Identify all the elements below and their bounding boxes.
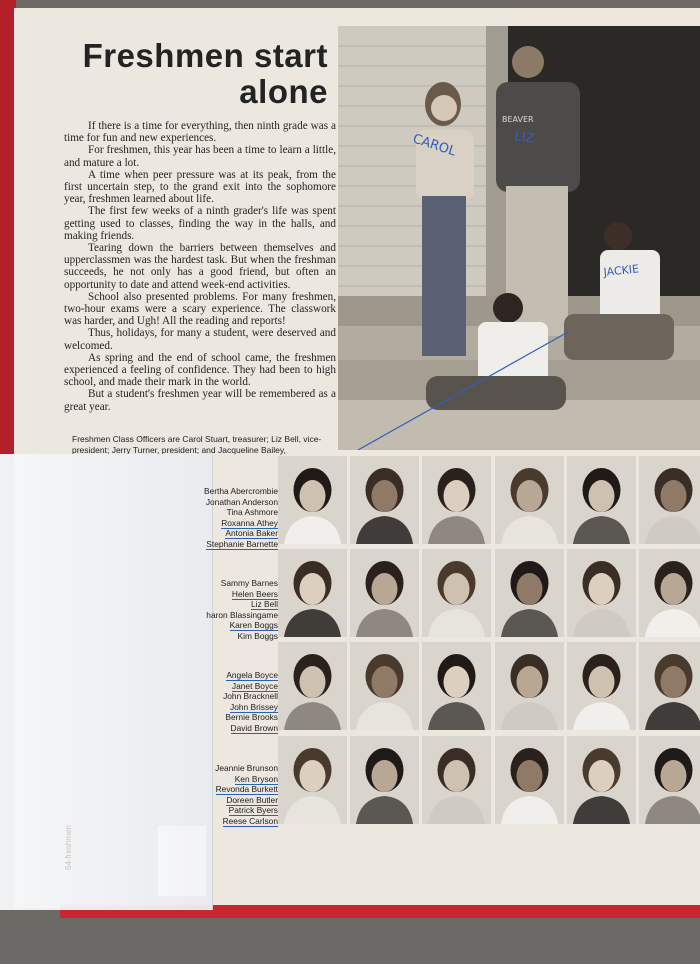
page-title bbox=[0, 38, 328, 110]
student-portrait bbox=[422, 549, 491, 637]
handwritten-carol: CAROL bbox=[410, 131, 458, 160]
student-name: Bertha Abercrombie bbox=[203, 486, 278, 496]
student-name: Jeannie Brunson bbox=[215, 763, 278, 773]
sweatshirt-text: BEAVER bbox=[502, 115, 534, 124]
student-portrait bbox=[350, 549, 419, 637]
student-portrait bbox=[567, 642, 636, 730]
student-portrait-photo bbox=[639, 642, 700, 730]
student-portrait bbox=[422, 642, 491, 730]
student-name-text: Angela Boyce bbox=[226, 670, 278, 680]
student-name: haron Blassingame bbox=[206, 609, 278, 620]
student-name-text: Reese Carlson bbox=[222, 815, 278, 826]
handwritten-liz: LIZ bbox=[513, 129, 536, 147]
student-portrait-photo bbox=[567, 456, 636, 544]
student-name: John Bracknell bbox=[223, 691, 278, 702]
student-portrait bbox=[422, 456, 491, 544]
student-name-text: David Brown bbox=[230, 722, 278, 733]
handwritten-jackie: JACKIE bbox=[602, 262, 640, 279]
student-portrait bbox=[495, 456, 564, 544]
student-name-text: Janet Boyce bbox=[231, 680, 278, 691]
scan-background bbox=[0, 918, 700, 964]
student-name bbox=[206, 599, 278, 610]
student-portrait bbox=[639, 549, 700, 637]
student-portrait bbox=[495, 736, 564, 824]
student-portrait-photo bbox=[350, 549, 419, 637]
article-paragraph: As spring and the end of school came, the freshmen experienced a feeling of confidence. They had been to high school, and made their mark in the world. bbox=[64, 351, 336, 389]
page-folio: 64-freshmen bbox=[64, 825, 73, 870]
article-paragraph: But a student's freshmen year will be remembered as a great year. bbox=[64, 388, 336, 413]
name-list-row-1 bbox=[204, 486, 278, 550]
student-portrait bbox=[567, 736, 636, 824]
page-title-text: Freshmen start alone bbox=[82, 37, 328, 110]
student-portrait-photo bbox=[567, 736, 636, 824]
student-portrait-photo bbox=[495, 736, 564, 824]
student-portrait bbox=[350, 736, 419, 824]
student-portrait bbox=[639, 456, 700, 544]
student-name bbox=[204, 539, 278, 550]
student-portrait-photo bbox=[639, 736, 700, 824]
student-portrait-photo bbox=[639, 456, 700, 544]
student-portrait-photo bbox=[278, 642, 347, 730]
student-portrait-photo bbox=[422, 736, 491, 824]
article-paragraph: School also presented problems. For many freshmen, two-hour exams were a scary experience. The classwork was harder, and Ugh! All the reading and reports! bbox=[64, 290, 336, 328]
student-portrait bbox=[350, 642, 419, 730]
photo-caption-text: Freshmen Class Officers are Carol Stuart, treasurer; Liz Bell, vice-president; Jerry Turner, president; and Jacqueline Bailey, bbox=[72, 434, 322, 455]
student-portrait-photo bbox=[278, 549, 347, 637]
student-portrait bbox=[350, 456, 419, 544]
student-portrait-photo bbox=[278, 456, 347, 544]
student-name: Tina Ashmore bbox=[226, 507, 278, 518]
student-name-text: Karen Boggs bbox=[229, 620, 278, 631]
student-portrait bbox=[639, 736, 700, 824]
name-list-row-4 bbox=[215, 763, 278, 827]
name-list-row-3 bbox=[223, 670, 278, 734]
student-portrait-photo bbox=[567, 642, 636, 730]
class-officers-photo bbox=[338, 26, 700, 450]
student-name-text: John Brissey bbox=[230, 701, 278, 712]
student-portrait-photo bbox=[278, 736, 347, 824]
student-portrait-photo bbox=[495, 456, 564, 544]
article-body bbox=[64, 120, 336, 413]
student-name bbox=[223, 670, 278, 681]
article-paragraph: For freshmen, this year has been a time to learn a little, and mature a lot. bbox=[64, 144, 336, 169]
student-name-text: Roxanna Athey bbox=[221, 517, 278, 528]
photo-caption bbox=[72, 434, 342, 455]
student-name bbox=[204, 528, 278, 539]
name-list-row-2 bbox=[206, 578, 278, 642]
student-name-text: Liz Bell bbox=[251, 599, 278, 610]
student-portrait-photo bbox=[639, 549, 700, 637]
student-name: Jonathan Anderson bbox=[205, 496, 278, 507]
student-portrait bbox=[278, 456, 347, 544]
article-paragraph: Thus, holidays, for many a student, were deserved and welcomed. bbox=[64, 327, 336, 352]
student-portrait-photo bbox=[350, 642, 419, 730]
student-name bbox=[204, 518, 278, 529]
student-portrait bbox=[278, 642, 347, 730]
student-name bbox=[223, 702, 278, 713]
student-portrait bbox=[422, 736, 491, 824]
student-name-text: Antonia Baker bbox=[225, 528, 278, 539]
article-paragraph: The first few weeks of a ninth grader's life was spent getting used to classes, finding the way in the halls, and making friends. bbox=[64, 205, 336, 242]
student-name bbox=[206, 589, 278, 600]
student-name: Bernie Brooks bbox=[225, 712, 278, 723]
student-portrait-photo bbox=[350, 736, 419, 824]
student-portrait bbox=[567, 549, 636, 637]
student-name bbox=[223, 723, 278, 734]
student-portrait bbox=[639, 642, 700, 730]
student-name-text: Doreen Butler bbox=[226, 794, 278, 805]
tape-piece bbox=[158, 826, 206, 896]
student-portrait bbox=[567, 456, 636, 544]
student-portrait-photo bbox=[422, 456, 491, 544]
student-portrait-photo bbox=[495, 549, 564, 637]
student-name bbox=[215, 816, 278, 827]
student-portrait bbox=[495, 549, 564, 637]
student-portrait bbox=[278, 549, 347, 637]
student-portrait bbox=[495, 642, 564, 730]
student-name: Kim Boggs bbox=[237, 630, 278, 641]
student-portrait-photo bbox=[422, 549, 491, 637]
student-name bbox=[215, 784, 278, 795]
student-name-text: Revonda Burkett bbox=[215, 784, 278, 795]
article-paragraph: If there is a time for everything, then ninth grade was a time for fun and new experiences. bbox=[64, 120, 336, 145]
article-paragraph: Tearing down the barriers between themselves and upperclassmen was the hardest task. But when the freshman succeeds, he not only has a good friend, but often an opportunity to date and attend week-end activities. bbox=[64, 242, 336, 291]
student-portrait bbox=[278, 736, 347, 824]
class-officers-photo-art bbox=[338, 26, 700, 450]
article-paragraph: A time when peer pressure was at its peak, from the first uncertain step, to the grand exit into the sophomore year, freshmen learned about life. bbox=[64, 168, 336, 206]
student-name bbox=[215, 795, 278, 806]
student-name: Sammy Barnes bbox=[220, 578, 278, 588]
student-portrait-photo bbox=[422, 642, 491, 730]
student-name bbox=[215, 805, 278, 816]
student-name-text: Stephanie Barnette bbox=[206, 538, 278, 549]
student-name-text: Ken Bryson bbox=[234, 773, 278, 784]
student-portrait-photo bbox=[495, 642, 564, 730]
student-name bbox=[206, 620, 278, 631]
student-portrait-photo bbox=[350, 456, 419, 544]
student-portrait-photo bbox=[567, 549, 636, 637]
student-name bbox=[215, 774, 278, 785]
student-name-text: Patrick Byers bbox=[228, 805, 278, 816]
student-name bbox=[223, 681, 278, 692]
student-name-text: Helen Beers bbox=[231, 588, 278, 599]
